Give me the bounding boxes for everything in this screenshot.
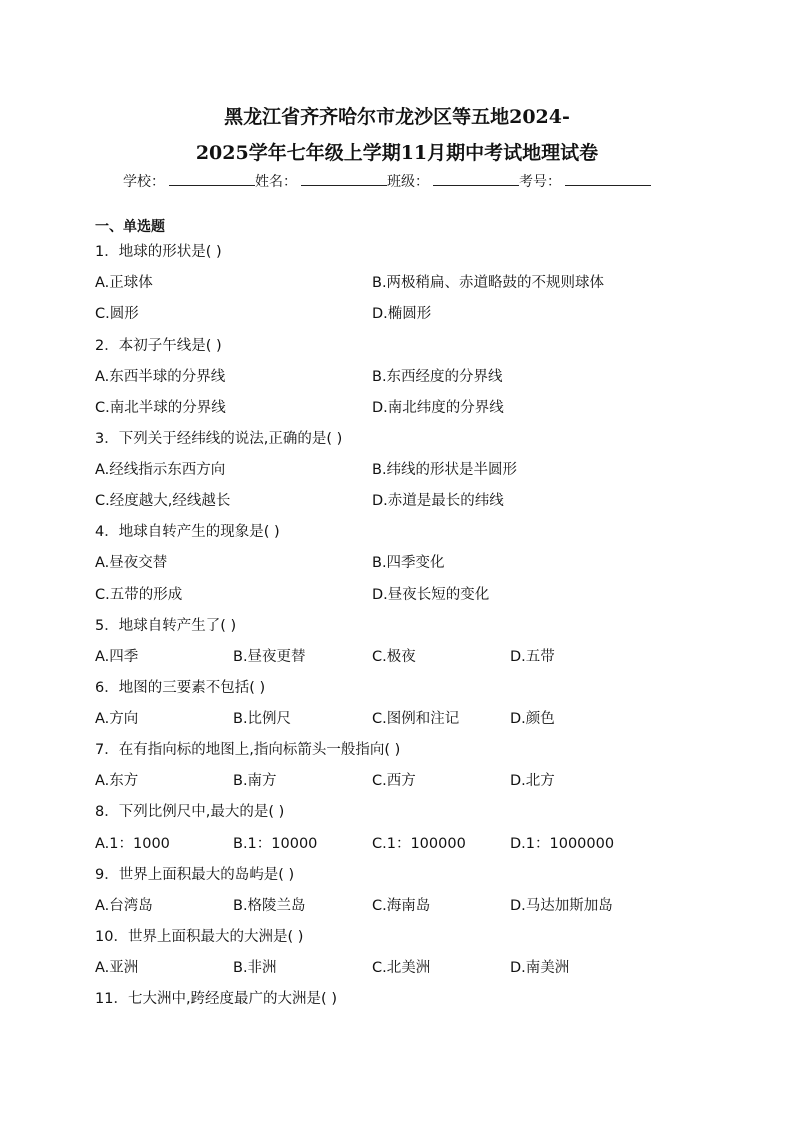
option-8a[interactable]: A.1：1000 xyxy=(95,836,170,852)
option-1c[interactable]: C.圆形 xyxy=(95,306,139,322)
option-8d[interactable]: D.1：1000000 xyxy=(510,836,615,852)
option-9d[interactable]: D.马达加斯加岛 xyxy=(510,898,613,914)
class-field[interactable] xyxy=(387,171,519,191)
option-7b[interactable]: B.南方 xyxy=(233,773,277,789)
exam-number-field[interactable] xyxy=(519,171,651,191)
option-4a[interactable]: A.昼夜交替 xyxy=(95,555,168,571)
option-7a[interactable]: A.东方 xyxy=(95,773,139,789)
option-6b[interactable]: B.比例尺 xyxy=(233,711,292,727)
question-7: 7．在有指向标的地图上,指向标箭头一般指向( ) xyxy=(95,742,401,758)
option-5d[interactable]: D.五带 xyxy=(510,649,555,665)
name-label: 姓名： xyxy=(255,174,297,190)
option-7c[interactable]: C.西方 xyxy=(372,773,416,789)
option-4d[interactable]: D.昼夜长短的变化 xyxy=(372,587,490,603)
option-10d[interactable]: D.南美洲 xyxy=(510,960,570,976)
class-blank[interactable] xyxy=(433,171,519,186)
question-9: 9．世界上面积最大的岛屿是( ) xyxy=(95,867,295,883)
option-4b[interactable]: B.四季变化 xyxy=(372,555,445,571)
option-9b[interactable]: B.格陵兰岛 xyxy=(233,898,306,914)
option-2c[interactable]: C.南北半球的分界线 xyxy=(95,400,226,416)
option-3b[interactable]: B.纬线的形状是半圆形 xyxy=(372,462,518,478)
question-11: 11．七大洲中,跨经度最广的大洲是( ) xyxy=(95,991,337,1007)
option-5c[interactable]: C.极夜 xyxy=(372,649,416,665)
option-5b[interactable]: B.昼夜更替 xyxy=(233,649,306,665)
exam-number-label: 考号： xyxy=(519,174,561,190)
option-5a[interactable]: A.四季 xyxy=(95,649,139,665)
name-field[interactable] xyxy=(255,171,387,191)
option-4c[interactable]: C.五带的形成 xyxy=(95,587,183,603)
school-blank[interactable] xyxy=(169,171,255,186)
option-9c[interactable]: C.海南岛 xyxy=(372,898,431,914)
option-2a[interactable]: A.东西半球的分界线 xyxy=(95,369,226,385)
option-1d[interactable]: D.椭圆形 xyxy=(372,306,432,322)
question-6: 6．地图的三要素不包括( ) xyxy=(95,680,266,696)
option-8c[interactable]: C.1：100000 xyxy=(372,836,466,852)
page-title-line-1: 黑龙江省齐齐哈尔市龙沙区等五地2024- xyxy=(224,106,570,128)
option-9a[interactable]: A.台湾岛 xyxy=(95,898,153,914)
option-6c[interactable]: C.图例和注记 xyxy=(372,711,460,727)
question-1: 1．地球的形状是( ) xyxy=(95,244,222,260)
question-3: 3．下列关于经纬线的说法,正确的是( ) xyxy=(95,431,343,447)
option-10b[interactable]: B.非洲 xyxy=(233,960,277,976)
option-6d[interactable]: D.颜色 xyxy=(510,711,555,727)
question-10: 10．世界上面积最大的大洲是( ) xyxy=(95,929,304,945)
option-3a[interactable]: A.经线指示东西方向 xyxy=(95,462,226,478)
option-2b[interactable]: B.东西经度的分界线 xyxy=(372,369,503,385)
option-2d[interactable]: D.南北纬度的分界线 xyxy=(372,400,504,416)
question-5: 5．地球自转产生了( ) xyxy=(95,618,237,634)
name-blank[interactable] xyxy=(301,171,387,186)
option-1b[interactable]: B.两极稍扁、赤道略鼓的不规则球体 xyxy=(372,275,605,291)
option-3d[interactable]: D.赤道是最长的纬线 xyxy=(372,493,504,509)
exam-number-blank[interactable] xyxy=(565,171,651,186)
option-8b[interactable]: B.1：10000 xyxy=(233,836,318,852)
option-3c[interactable]: C.经度越大,经线越长 xyxy=(95,493,231,509)
class-label: 班级： xyxy=(387,174,429,190)
page-title-line-2: 2025学年七年级上学期11月期中考试地理试卷 xyxy=(195,142,599,164)
option-10c[interactable]: C.北美洲 xyxy=(372,960,431,976)
option-7d[interactable]: D.北方 xyxy=(510,773,555,789)
school-field[interactable] xyxy=(123,171,255,191)
section-heading: 一、单选题 xyxy=(95,219,165,235)
option-6a[interactable]: A.方向 xyxy=(95,711,139,727)
school-label: 学校： xyxy=(123,174,165,190)
question-8: 8．下列比例尺中,最大的是( ) xyxy=(95,804,285,820)
question-2: 2．本初子午线是( ) xyxy=(95,338,222,354)
question-4: 4．地球自转产生的现象是( ) xyxy=(95,524,280,540)
student-info-fields xyxy=(123,171,651,191)
option-10a[interactable]: A.亚洲 xyxy=(95,960,139,976)
option-1a[interactable]: A.正球体 xyxy=(95,275,153,291)
